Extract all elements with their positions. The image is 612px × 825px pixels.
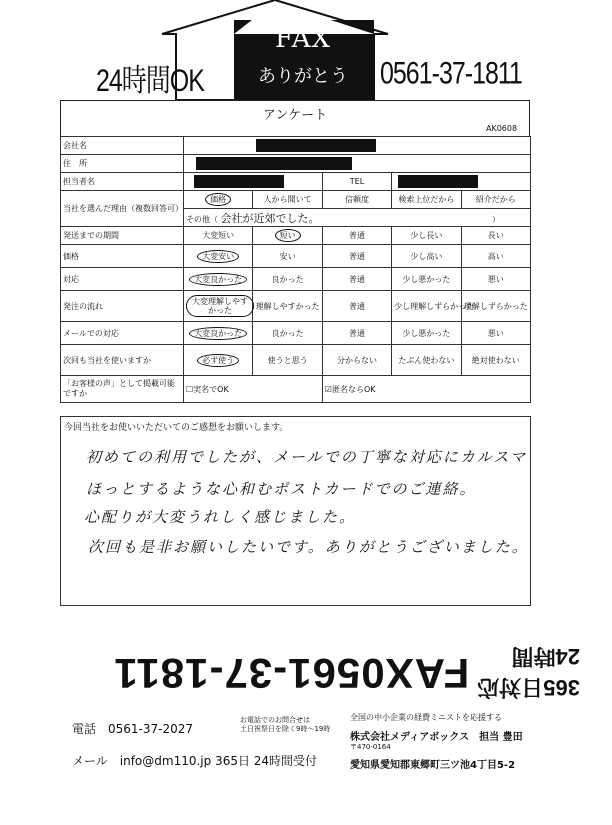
survey-form-table xyxy=(60,136,531,403)
delivery-option-3[interactable]: 普通 xyxy=(322,227,391,245)
response-option-4[interactable]: 少し悪かった xyxy=(392,268,461,291)
flow-option-1[interactable]: 大変理解しやすかった xyxy=(184,291,253,322)
reason-option-trust[interactable]: 信頼度 xyxy=(322,191,391,209)
delivery-label: 発送までの期間 xyxy=(61,227,184,245)
footer-tel: 電話 0561-37-2027 xyxy=(72,722,194,736)
flow-option-3[interactable]: 普通 xyxy=(322,291,391,322)
reason-other-field[interactable] xyxy=(184,209,531,227)
next-label: 次回も当社を使いますか xyxy=(61,345,184,376)
next-option-4[interactable]: たぶん使わない xyxy=(392,345,461,376)
reason-option-search[interactable]: 検索上位だから xyxy=(392,191,461,209)
delivery-option-5[interactable]: 長い xyxy=(461,227,530,245)
reason-option-price[interactable]: 価格 xyxy=(184,191,253,209)
response-option-3[interactable]: 普通 xyxy=(322,268,391,291)
flow-option-5[interactable]: 理解しずらかった xyxy=(461,291,530,322)
price-option-5[interactable]: 高い xyxy=(461,245,530,268)
price-option-1[interactable]: 大変安い xyxy=(184,245,253,268)
email-option-2[interactable]: 良かった xyxy=(253,322,322,345)
next-option-1[interactable]: 必ず使う xyxy=(184,345,253,376)
delivery-option-1[interactable]: 大変短い xyxy=(184,227,253,245)
reason-option-introduction[interactable]: 紹介だから xyxy=(461,191,530,209)
response-option-2[interactable]: 良かった xyxy=(253,268,322,291)
footer-tel-note xyxy=(240,716,330,734)
price-option-4[interactable]: 少し高い xyxy=(392,245,461,268)
response-row xyxy=(61,268,531,291)
contact-value[interactable] xyxy=(184,173,323,191)
company-tagline: 全国の中小企業の経費ミニストを応援する xyxy=(350,713,502,722)
email-option-4[interactable]: 少し悪かった xyxy=(392,322,461,345)
tel-note-line-2: 土日祝祭日を除く9時〜19時 xyxy=(240,725,331,733)
flipped-fax-number: FAX0561-37-1811 xyxy=(113,650,470,697)
reason-option-referral[interactable]: 人から聞いて xyxy=(253,191,322,209)
response-option-1[interactable]: 大変良かった xyxy=(184,268,253,291)
comment-line-2: ほっとするような心和むポストカードでのご連絡。 xyxy=(86,480,477,498)
flow-label: 発注の流れ xyxy=(61,291,184,322)
company-row xyxy=(61,137,531,155)
email-option-1[interactable]: 大変良かった xyxy=(184,322,253,345)
comment-line-4: 次回も是非お願いしたいです。ありがとうございました。 xyxy=(88,538,529,556)
email-row xyxy=(61,322,531,345)
reason-label: 当社を選んだ理由（複数回答可） xyxy=(61,191,184,227)
company-zip: 〒470-0164 xyxy=(350,743,391,751)
delivery-option-4[interactable]: 少し長い xyxy=(392,227,461,245)
fax-phone-number: 0561-37-1811 xyxy=(380,56,522,91)
redacted-contact xyxy=(194,175,284,188)
delivery-row xyxy=(61,227,531,245)
email-option-3[interactable]: 普通 xyxy=(322,322,391,345)
response-label: 対応 xyxy=(61,268,184,291)
price-option-3[interactable]: 普通 xyxy=(322,245,391,268)
next-option-2[interactable]: 使うと思う xyxy=(253,345,322,376)
redacted-tel xyxy=(398,175,478,188)
tel-label: TEL xyxy=(322,173,391,191)
next-option-3[interactable]: 分からない xyxy=(322,345,391,376)
flow-option-4[interactable]: 少し理解しずらかった xyxy=(392,291,461,322)
survey-code: AK0608 xyxy=(486,124,518,133)
flipped-365: 365日対応 xyxy=(477,675,580,700)
address-row xyxy=(61,155,531,173)
contact-label: 担当者名 xyxy=(61,173,184,191)
flow-row xyxy=(61,291,531,322)
voice-row xyxy=(61,376,531,403)
tel-value[interactable] xyxy=(392,173,531,191)
email-label: メールでの対応 xyxy=(61,322,184,345)
next-row xyxy=(61,345,531,376)
delivery-option-2[interactable]: 短い xyxy=(253,227,322,245)
company-label: 会社名 xyxy=(61,137,184,155)
voice-option-anonymous[interactable]: ☑匿名ならOK xyxy=(322,376,530,403)
email-option-5[interactable]: 悪い xyxy=(461,322,530,345)
fax-title: FAX xyxy=(274,24,332,54)
other-handwritten: 会社が近郊でした。 xyxy=(220,211,320,225)
other-close: ） xyxy=(492,214,501,224)
fax-thanks: ありがとう xyxy=(258,66,348,87)
price-label: 価格 xyxy=(61,245,184,268)
price-row xyxy=(61,245,531,268)
company-name: 株式会社メディアボックス 担当 豊田 xyxy=(350,732,523,743)
redacted-address xyxy=(196,157,352,170)
voice-label: 「お客様の声」として掲載可能ですか xyxy=(61,376,184,403)
flipped-fax-banner xyxy=(60,642,580,704)
company-value[interactable] xyxy=(184,137,531,155)
comment-label: 今回当社をお使いいただいてのご感想をお願いします。 xyxy=(64,423,289,433)
other-label: その他（ xyxy=(186,214,218,224)
reason-row xyxy=(61,191,531,209)
tel-note-line-1: お電話でのお問合せは xyxy=(240,716,310,724)
survey-title: アンケート xyxy=(262,108,328,123)
company-address: 愛知県愛知郡東郷町三ツ池4丁目5-2 xyxy=(350,760,516,771)
voice-option-realname[interactable]: ☐実名でOK xyxy=(184,376,323,403)
address-label: 住 所 xyxy=(61,155,184,173)
next-option-5[interactable]: 絶対使わない xyxy=(461,345,530,376)
open-24h-text: 24時間OK xyxy=(96,63,204,99)
flipped-24h: 24時間 xyxy=(511,644,580,669)
comment-line-1: 初めての利用でしたが、メールでの丁寧な対応にカルスマ xyxy=(86,448,527,466)
contact-row xyxy=(61,173,531,191)
redacted-company xyxy=(256,139,376,152)
price-option-2[interactable]: 安い xyxy=(253,245,322,268)
footer-mail: メール info@dm110.jp 365日 24時間受付 xyxy=(72,754,318,768)
address-value[interactable] xyxy=(184,155,531,173)
comment-line-3: 心配りが大変うれしく感じました。 xyxy=(84,508,357,526)
response-option-5[interactable]: 悪い xyxy=(461,268,530,291)
flow-option-2[interactable]: 理解しやすかった xyxy=(253,291,322,322)
